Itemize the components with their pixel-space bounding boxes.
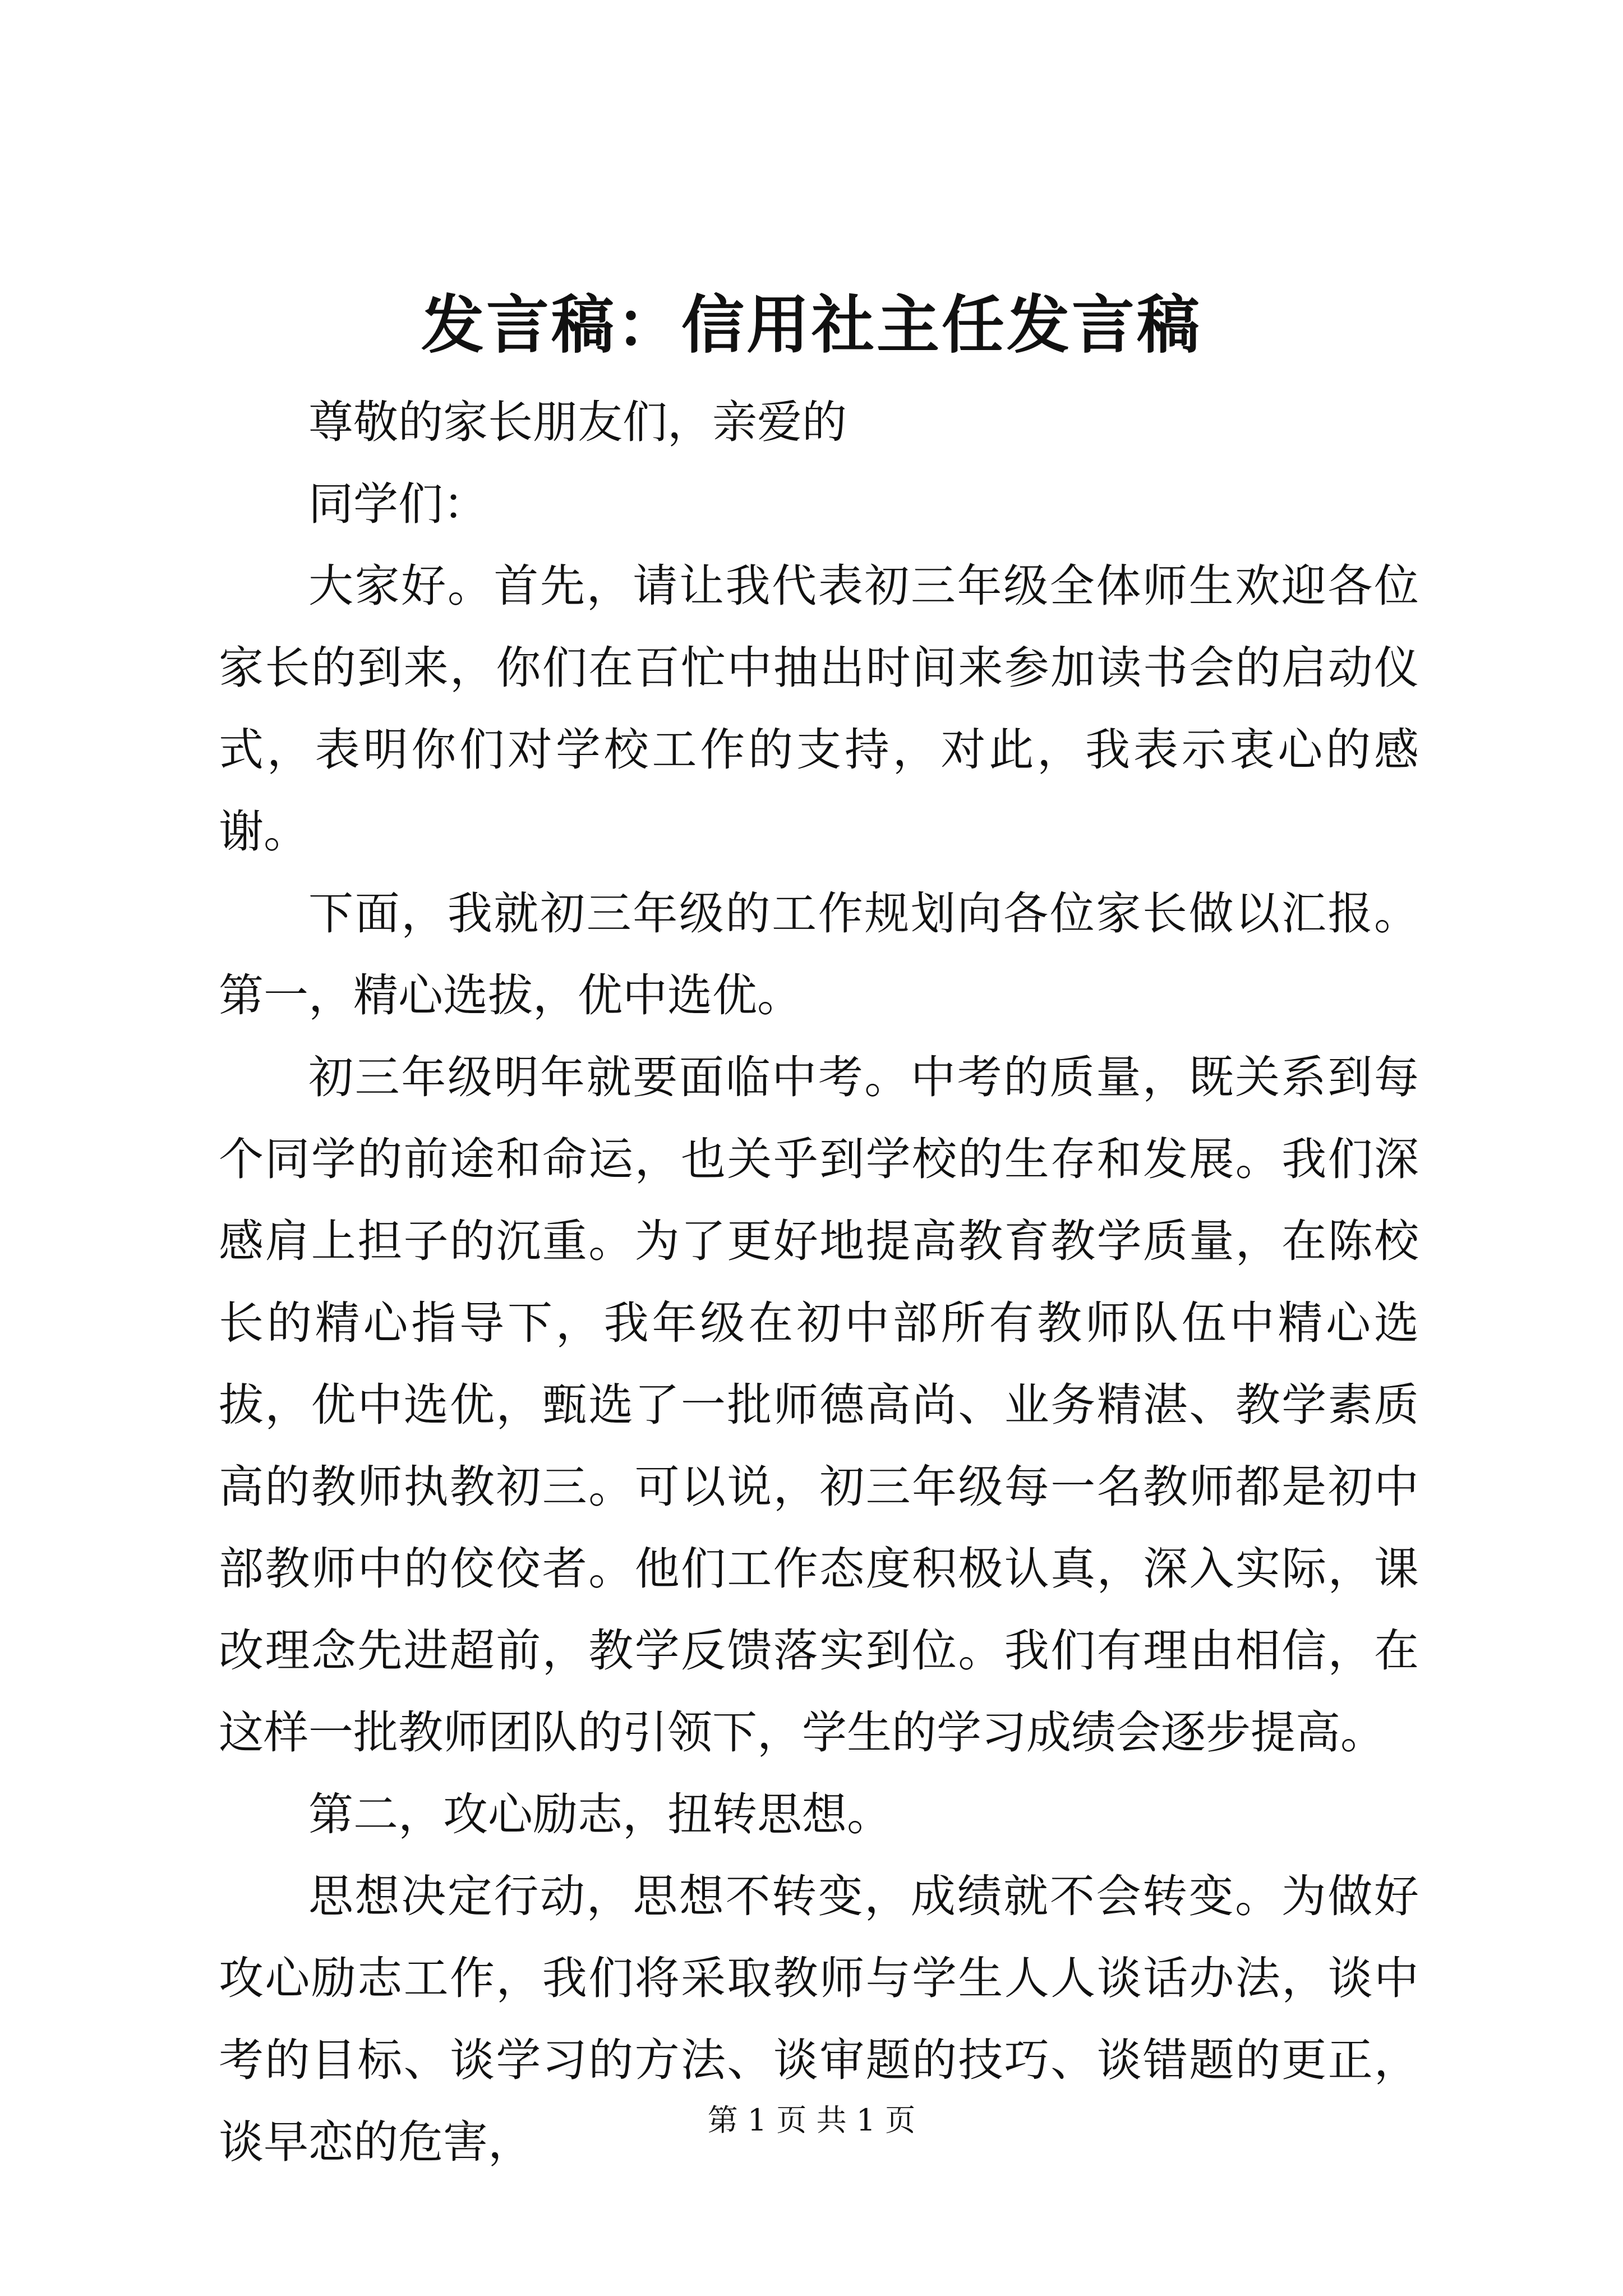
paragraph: 第二，攻心励志，扭转思想。 bbox=[308, 1788, 892, 1841]
paragraph: 下面，我就初三年级的工作规划向各位家长做以汇报。第一，精心选拔，优中选优。 bbox=[219, 887, 1419, 1022]
paragraph: 思想决定行动，思想不转变，成绩就不会转变。为做好攻心励志工作，我们将采取教师与学生人人谈话办法，谈中考的目标、谈学习的方法、谈审题的技巧、谈错题的更正，谈早恋的危害， bbox=[219, 1870, 1419, 2168]
paragraph: 初三年级明年就要面临中考。中考的质量，既关系到每个同学的前途和命运，也关乎到学校的生存和发展。我们深感肩上担子的沉重。为了更好地提高教育教学质量，在陈校长的精心指导下，我年级在初中部所有教师队伍中精心选拔，优中选优，甄选了一批师德高尚、业务精湛、教学素质高的教师执教初三。可以说，初三年级每一名教师都是初中部教师中的佼佼者。他们工作态度积极认真，深入实际，课改理念先进超前，教学反馈落实到位。我们有理由相信，在这样一批教师团队的引领下，学生的学习成绩会逐步提高。 bbox=[219, 1051, 1419, 1759]
page-footer: 第 1 页 共 1 页 bbox=[707, 2102, 916, 2138]
document-title: 发言稿：信用社主任发言稿 bbox=[421, 288, 1202, 362]
paragraph: 同学们： bbox=[308, 478, 488, 530]
paragraph: 大家好。首先，请让我代表初三年级全体师生欢迎各位家长的到来，你们在百忙中抽出时间来参加读书会的启动仪式，表明你们对学校工作的支持，对此，我表示衷心的感谢。 bbox=[219, 560, 1419, 858]
document-body bbox=[219, 381, 1419, 2183]
paragraph: 尊敬的家长朋友们，亲爱的 bbox=[308, 396, 847, 448]
